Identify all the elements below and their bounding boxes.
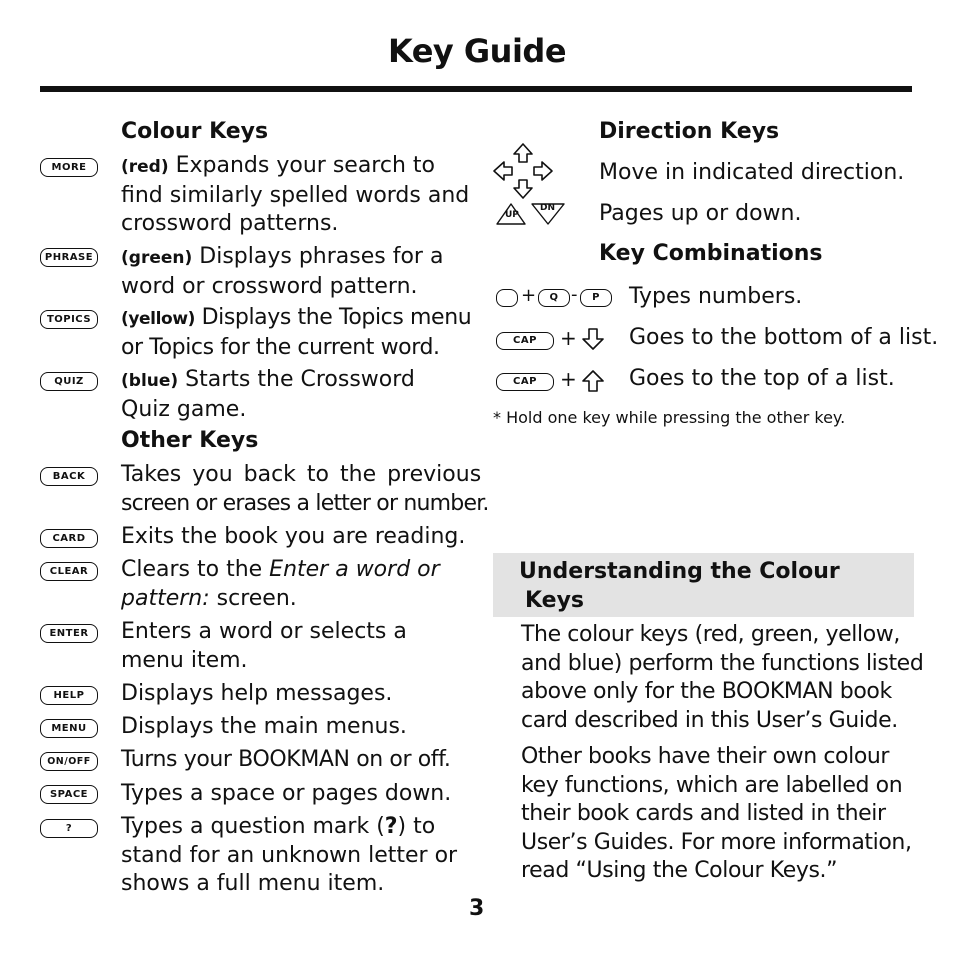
dn-label: DN: [540, 203, 556, 213]
q-key: Q: [538, 289, 570, 307]
card-description: Exits the book you are reading.: [121, 524, 466, 549]
menu-key: MENU: [40, 719, 98, 738]
direction-keys-heading: Direction Keys: [599, 119, 780, 144]
quiz-description: (blue) Starts the Crossword Quiz game.: [121, 367, 415, 422]
help-key: HELP: [40, 686, 98, 705]
topics-description: (yellow) Displays the Topics menu or Topics for the current word.: [121, 305, 472, 360]
phrase-colour: (green): [121, 248, 193, 268]
back-description: Takes you back to the previous screen or erases a letter or number.: [121, 462, 489, 516]
back-key: BACK: [40, 467, 98, 486]
more-colour: (red): [121, 157, 169, 177]
numbers-description: Types numbers.: [629, 284, 803, 309]
cap-key-bottom: CAP: [496, 332, 554, 350]
move-description: Move in indicated direction.: [599, 160, 905, 185]
help-description: Displays help messages.: [121, 681, 393, 706]
quiz-colour: (blue): [121, 371, 179, 391]
up-label: UP: [505, 210, 519, 220]
clear-key: CLEAR: [40, 562, 98, 581]
space-key: SPACE: [40, 785, 98, 804]
key-combinations-heading: Key Combinations: [599, 241, 823, 266]
colour-keys-heading: Colour Keys: [121, 119, 269, 144]
page-number: 3: [469, 896, 485, 921]
bottom-plus: +: [560, 326, 577, 350]
more-key: MORE: [40, 158, 98, 177]
menu-description: Displays the main menus.: [121, 714, 407, 739]
topics-colour: (yellow): [121, 309, 195, 329]
phrase-key: PHRASE: [40, 248, 98, 267]
page-title: Key Guide: [387, 32, 567, 70]
topics-key: TOPICS: [40, 310, 98, 329]
question-key: ?: [40, 819, 98, 838]
title-divider: [40, 86, 912, 92]
on-off-key: ON/OFF: [40, 752, 98, 771]
phrase-description: (green) Displays phrases for a word or crossword pattern.: [121, 244, 444, 299]
quiz-key: QUIZ: [40, 372, 98, 391]
bottom-description: Goes to the bottom of a list.: [629, 325, 939, 350]
other-keys-heading: Other Keys: [121, 428, 259, 453]
page-up-down-description: Pages up or down.: [599, 201, 802, 226]
understanding-paragraph-1: The colour keys (red, green, yellow, and blue) perform the functions listed above only for the BOOKMAN book card described in this User’s Guide.: [521, 622, 924, 733]
understanding-paragraph-2: Other books have their own colour key functions, which are labelled on their book cards and listed in their User’s Guides. For more information, read “Using the Colour Keys.”: [521, 744, 912, 883]
understanding-heading: Understanding the Colour Keys: [519, 559, 840, 613]
top-plus: +: [560, 367, 577, 391]
top-description: Goes to the top of a list.: [629, 366, 895, 391]
more-description: (red) Expands your search to find similarly spelled words and crossword patterns.: [121, 153, 470, 236]
numbers-dash: -: [571, 284, 578, 305]
cap-key-top: CAP: [496, 373, 554, 391]
card-key: CARD: [40, 529, 98, 548]
space-description: Types a space or pages down.: [121, 781, 452, 806]
numbers-plus: +: [521, 285, 537, 306]
four-direction-arrows-icon: [492, 142, 554, 200]
enter-description: Enters a word or selects a menu item.: [121, 619, 407, 673]
question-description: Types a question mark (?) to stand for an unknown letter or shows a full menu item.: [121, 814, 458, 896]
clear-description: Clears to the Enter a word or pattern: screen.: [121, 557, 440, 611]
on-off-description: Turns your BOOKMAN on or off.: [121, 747, 451, 772]
up-arrow-icon: [580, 369, 606, 393]
down-arrow-icon: [580, 327, 606, 351]
enter-key: ENTER: [40, 624, 98, 643]
hold-key-note: * Hold one key while pressing the other key.: [493, 408, 846, 427]
p-key: P: [580, 289, 612, 307]
blank-key-icon: [496, 289, 518, 307]
